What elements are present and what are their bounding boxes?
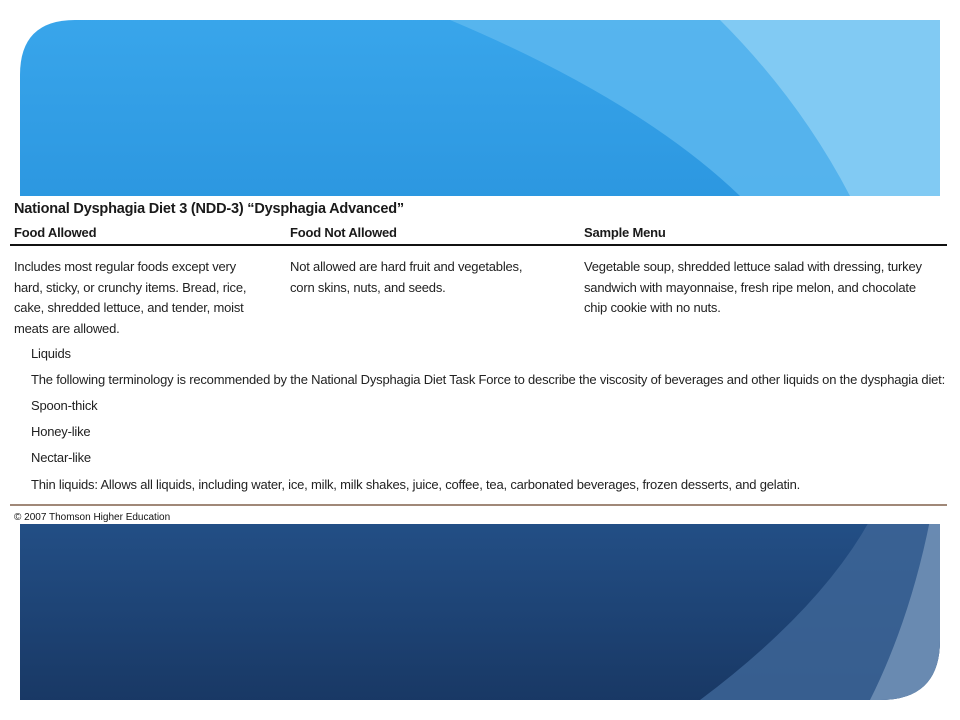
header-food-allowed: Food Allowed — [14, 225, 97, 240]
liquid-thin: Thin liquids: Allows all liquids, including water, ice, milk, milk shakes, juice, coffee, tea, carbonated beverages, frozen desserts, and gelatin. — [31, 477, 801, 492]
cell-food-allowed: Includes most regular foods except very hard, sticky, or crunchy items. Bread, rice, cake, shredded lettuce, and tender, moist meats are allowed. — [14, 259, 247, 336]
liquid-honey-like: Honey-like — [31, 424, 91, 439]
header-banner — [0, 0, 960, 200]
header-sample-menu: Sample Menu — [584, 225, 666, 240]
dysphagia-diet-table — [0, 196, 960, 524]
footer-banner — [0, 520, 960, 710]
copyright-notice: © 2007 Thomson Higher Education — [14, 512, 171, 523]
table-title: National Dysphagia Diet 3 (NDD-3) “Dysphagia Advanced” — [14, 201, 404, 217]
header-food-not-allowed: Food Not Allowed — [290, 225, 397, 240]
liquid-spoon-thick: Spoon-thick — [31, 398, 98, 413]
cell-sample-menu: Vegetable soup, shredded lettuce salad with dressing, turkey sandwich with mayonnaise, fresh ripe melon, and chocolate chip cookie with no nuts. — [584, 259, 922, 315]
bottom-rule — [10, 504, 947, 506]
liquids-heading: Liquids — [31, 346, 71, 361]
header-rule — [10, 244, 947, 246]
cell-food-not-allowed: Not allowed are hard fruit and vegetables, corn skins, nuts, and seeds. — [290, 259, 523, 295]
liquid-nectar-like: Nectar-like — [31, 450, 91, 465]
liquids-intro: The following terminology is recommended by the National Dysphagia Diet Task Force to describe the viscosity of beverages and other liquids on the dysphagia diet: — [31, 372, 945, 387]
